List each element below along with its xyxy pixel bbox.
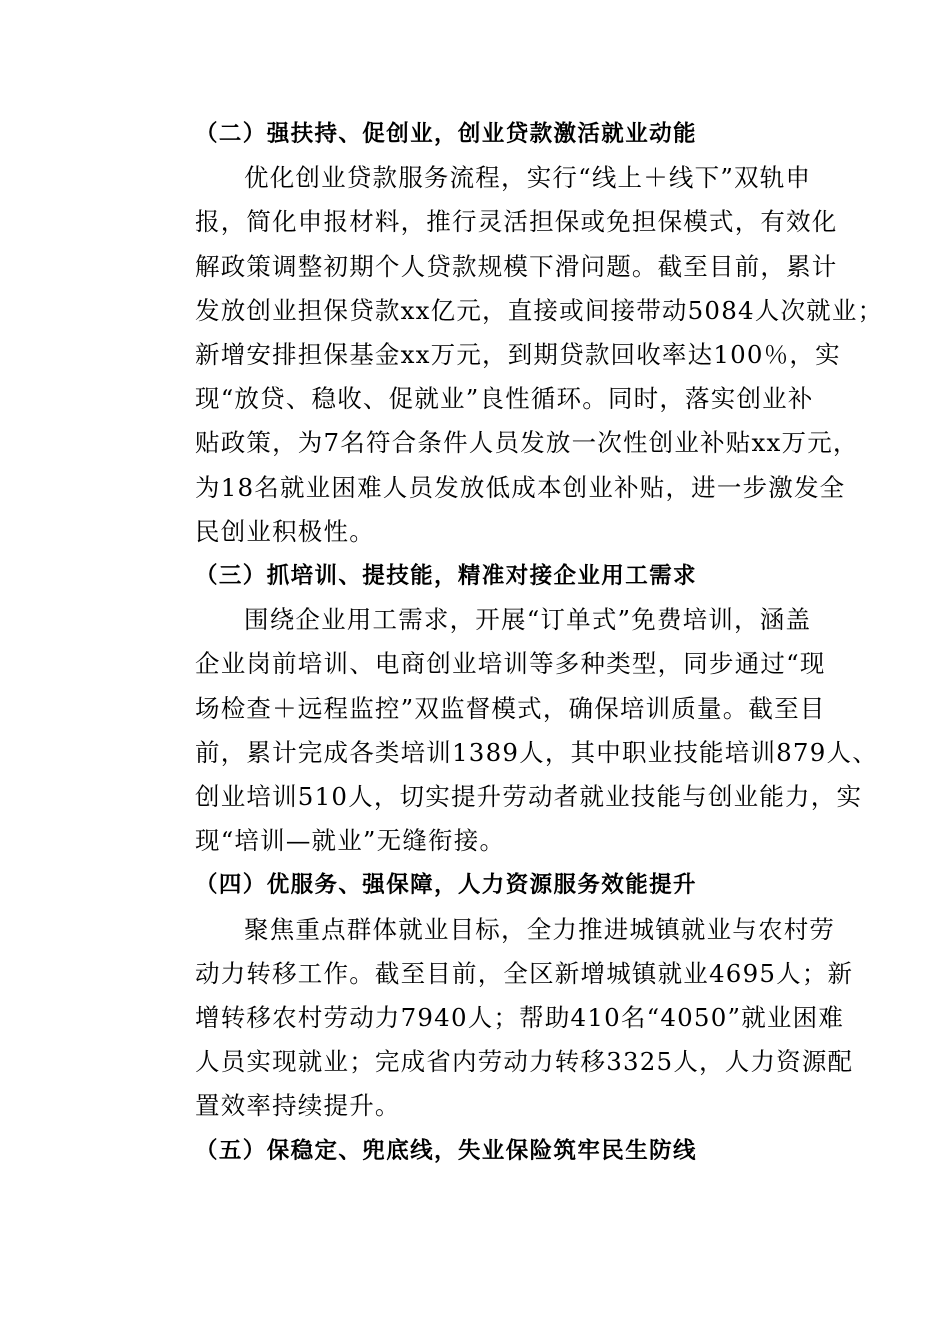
section-heading-3: （三）抓培训、提技能，精准对接企业用工需求 <box>195 563 697 590</box>
paragraph-line: 发放创业担保贷款xx亿元，直接或间接带动5084人次就业； <box>195 295 884 325</box>
paragraph-line: 增转移农村劳动力7940人；帮助410名“4050”就业困难 <box>195 1003 845 1033</box>
paragraph-line: 新增安排担保基金xx万元，到期贷款回收率达100％，实 <box>195 340 841 369</box>
section-paragraph-2 <box>146 156 884 554</box>
paragraph-line: 解政策调整初期个人贷款规模下滑问题。截至目前，累计 <box>195 251 838 281</box>
paragraph-line: 动力转移工作。截至目前，全区新增城镇就业4695人；新 <box>195 958 854 988</box>
section-heading-2: （二）强扶持、促创业，创业贷款激活就业动能 <box>195 121 697 147</box>
paragraph-line: 民创业积极性。 <box>195 516 375 546</box>
paragraph-line: 场检查＋远程监控”双监督模式，确保培训质量。截至目 <box>195 693 826 723</box>
document-body <box>146 112 884 1173</box>
paragraph-line: 优化创业贷款服务流程，实行“线上＋线下”双轨申 <box>244 163 812 193</box>
paragraph-line: 创业培训510人，切实提升劳动者就业技能与创业能力，实 <box>195 782 863 812</box>
paragraph-line: 置效率持续提升。 <box>195 1091 401 1121</box>
paragraph-line: 为18名就业困难人员发放低成本创业补贴，进一步激发全 <box>195 472 846 502</box>
paragraph-line: 围绕企业用工需求，开展“订单式”免费培训，涵盖 <box>244 605 812 635</box>
paragraph-line: 前，累计完成各类培训1389人，其中职业技能培训879人、 <box>195 737 878 767</box>
paragraph-line: 贴政策，为7名符合条件人员发放一次性创业补贴xx万元， <box>195 428 859 458</box>
section-heading-4: （四）优服务、强保障，人力资源服务效能提升 <box>195 872 697 899</box>
paragraph-line: 现“培训—就业”无缝衔接。 <box>195 826 506 856</box>
paragraph-line: 报，简化申报材料，推行灵活担保或免担保模式，有效化 <box>195 207 838 237</box>
section-paragraph-3 <box>146 598 878 863</box>
paragraph-line: 人员实现就业；完成省内劳动力转移3325人，人力资源配 <box>195 1047 854 1077</box>
section-heading-5: （五）保稳定、兜底线，失业保险筑牢民生防线 <box>195 1137 697 1164</box>
paragraph-line: 企业岗前培训、电商创业培训等多种类型，同步通过“现 <box>195 649 826 679</box>
paragraph-line: 现“放贷、稳收、促就业”良性循环。同时，落实创业补 <box>195 384 814 414</box>
section-paragraph-4 <box>146 908 854 1129</box>
paragraph-line: 聚焦重点群体就业目标，全力推进城镇就业与农村劳 <box>244 914 836 944</box>
